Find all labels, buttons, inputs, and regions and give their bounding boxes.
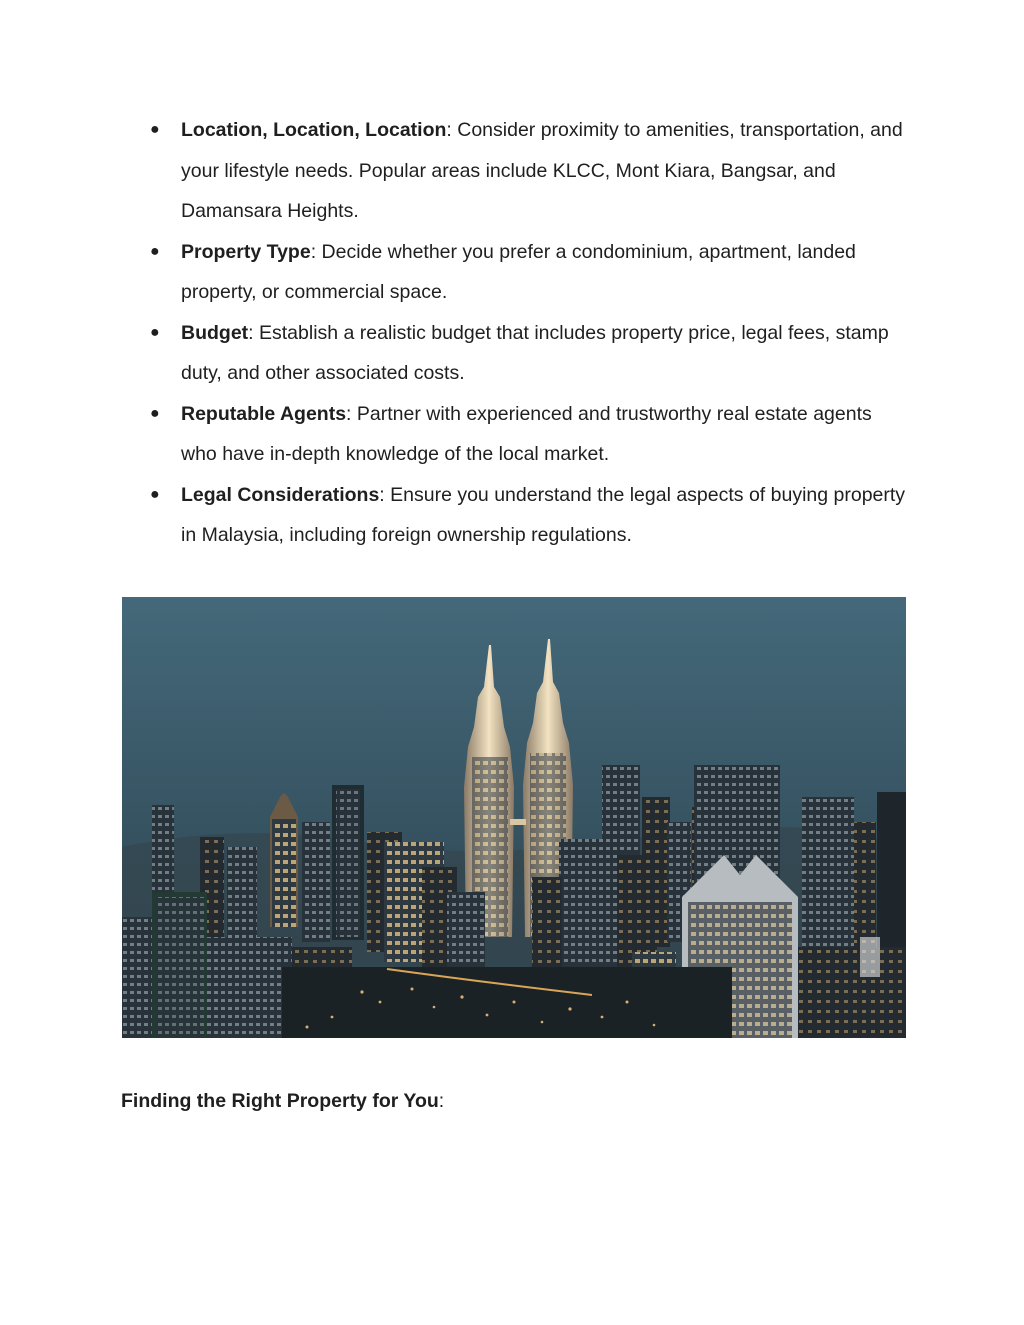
bullet-text: : Ensure you understand the legal aspects of buying property in Malaysia, including foreign ownership regulations. bbox=[181, 483, 906, 546]
section-heading-text: Finding the Right Property for You bbox=[121, 1090, 439, 1112]
bullet-term: Reputable Agents bbox=[181, 402, 347, 425]
bullet-term: Budget bbox=[181, 321, 249, 344]
bullet-list bbox=[150, 110, 910, 556]
bullet-text: : Consider proximity to amenities, transportation, and your lifestyle needs. Popular areas include KLCC, Mont Kiara, Bangsar, and Damansara Heights. bbox=[181, 119, 903, 222]
bullet-icon: ● bbox=[150, 404, 160, 422]
bullet-text: : Establish a realistic budget that includes property price, legal fees, stamp duty, and other associated costs. bbox=[181, 321, 889, 384]
list-item bbox=[150, 232, 910, 313]
bullet-term: Legal Considerations bbox=[181, 483, 380, 506]
list-item bbox=[150, 394, 910, 475]
list-item bbox=[150, 110, 910, 232]
section-heading-suffix: : bbox=[438, 1090, 445, 1112]
bullet-text: : Decide whether you prefer a condominium, apartment, landed property, or commercial space. bbox=[181, 240, 856, 303]
city-skyline-photo bbox=[122, 597, 906, 1038]
list-item bbox=[150, 313, 910, 394]
bullet-icon: ● bbox=[150, 323, 160, 341]
bullet-term: Location, Location, Location bbox=[181, 119, 447, 141]
bullet-icon: ● bbox=[150, 121, 160, 138]
skyline-image bbox=[122, 597, 906, 1038]
list-item bbox=[150, 475, 910, 556]
bullet-icon: ● bbox=[150, 242, 160, 260]
bullet-term: Property Type bbox=[181, 240, 311, 263]
bullet-text: : Partner with experienced and trustworthy real estate agents who have in-depth knowledge of the local market. bbox=[181, 402, 872, 465]
bullet-icon: ● bbox=[150, 485, 160, 503]
section-heading bbox=[121, 1086, 444, 1116]
